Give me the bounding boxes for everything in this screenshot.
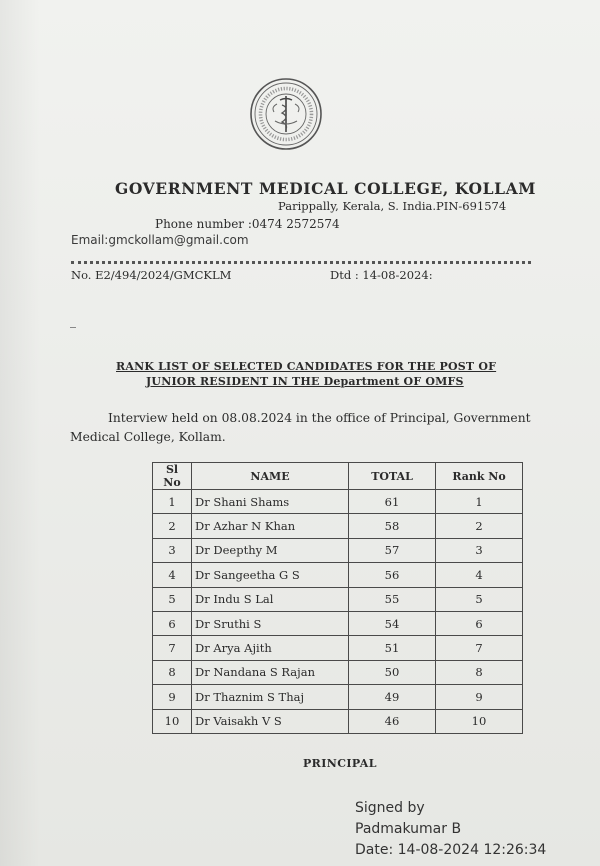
cell-name: Dr Indu S Lal [192,587,349,611]
digital-signature-label: Signed by [355,800,425,816]
cell-sl-no: 10 [153,709,192,733]
cell-rank-no: 4 [436,563,523,587]
table-row [153,514,523,538]
cell-total: 55 [349,587,436,611]
dotted-divider [71,261,531,264]
cell-total: 49 [349,685,436,709]
cell-name: Dr Thaznim S Thaj [192,685,349,709]
digital-signature-date: Date: 14-08-2024 12:26:34 [355,842,547,858]
cell-name: Dr Arya Ajith [192,636,349,660]
header-name: NAME [192,463,349,490]
cell-rank-no: 9 [436,685,523,709]
cell-rank-no: 6 [436,611,523,635]
cell-rank-no: 8 [436,660,523,684]
cell-sl-no: 6 [153,611,192,635]
cell-total: 54 [349,611,436,635]
cell-rank-no: 5 [436,587,523,611]
intro-text-line-1: Interview held on 08.08.2024 in the office of Principal, Government [108,411,531,425]
cell-sl-no: 5 [153,587,192,611]
email-address: Email:gmckollam@gmail.com [71,233,249,247]
cell-sl-no: 8 [153,660,192,684]
cell-rank-no: 7 [436,636,523,660]
table-row [153,587,523,611]
table-row [153,660,523,684]
document-date: Dtd : 14-08-2024: [330,268,433,282]
cell-rank-no: 2 [436,514,523,538]
cell-total: 57 [349,538,436,562]
cell-sl-no: 9 [153,685,192,709]
cell-name: Dr Deepthy M [192,538,349,562]
cell-name: Dr Vaisakh V S [192,709,349,733]
cell-name: Dr Shani Shams [192,490,349,514]
table-row [153,538,523,562]
table-header-row [153,463,523,490]
cell-rank-no: 3 [436,538,523,562]
cell-total: 50 [349,660,436,684]
cell-name: Dr Nandana S Rajan [192,660,349,684]
rank-list-table [152,462,523,734]
cell-sl-no: 4 [153,563,192,587]
phone-number: Phone number :0474 2572574 [155,217,340,231]
header-total: TOTAL [349,463,436,490]
cell-sl-no: 1 [153,490,192,514]
table-row [153,636,523,660]
college-seal-emblem [249,77,323,151]
college-address: Parippally, Kerala, S. India.PIN-691574 [278,199,507,213]
cell-total: 58 [349,514,436,538]
cell-sl-no: 3 [153,538,192,562]
cell-total: 46 [349,709,436,733]
cell-name: Dr Sangeetha G S [192,563,349,587]
table-row [153,490,523,514]
header-rank-no: Rank No [436,463,523,490]
cell-total: 61 [349,490,436,514]
document-title-line-1: RANK LIST OF SELECTED CANDIDATES FOR THE POST OF [116,360,497,373]
header-sl-no: Sl No [153,463,192,490]
principal-label: PRINCIPAL [303,757,377,770]
intro-text-line-2: Medical College, Kollam. [70,430,226,444]
cell-sl-no: 7 [153,636,192,660]
cell-name: Dr Sruthi S [192,611,349,635]
cell-sl-no: 2 [153,514,192,538]
table-row [153,611,523,635]
college-name: GOVERNMENT MEDICAL COLLEGE, KOLLAM [115,179,536,198]
cell-total: 56 [349,563,436,587]
table-row [153,563,523,587]
digital-signature-name: Padmakumar B [355,821,462,837]
cell-rank-no: 10 [436,709,523,733]
document-title-line-2: JUNIOR RESIDENT IN THE Department OF OMFS [146,375,464,388]
cell-total: 51 [349,636,436,660]
reference-number: No. E2/494/2024/GMCKLM [71,268,232,282]
cell-name: Dr Azhar N Khan [192,514,349,538]
stray-mark [70,327,76,328]
table-row [153,685,523,709]
cell-rank-no: 1 [436,490,523,514]
table-row [153,709,523,733]
